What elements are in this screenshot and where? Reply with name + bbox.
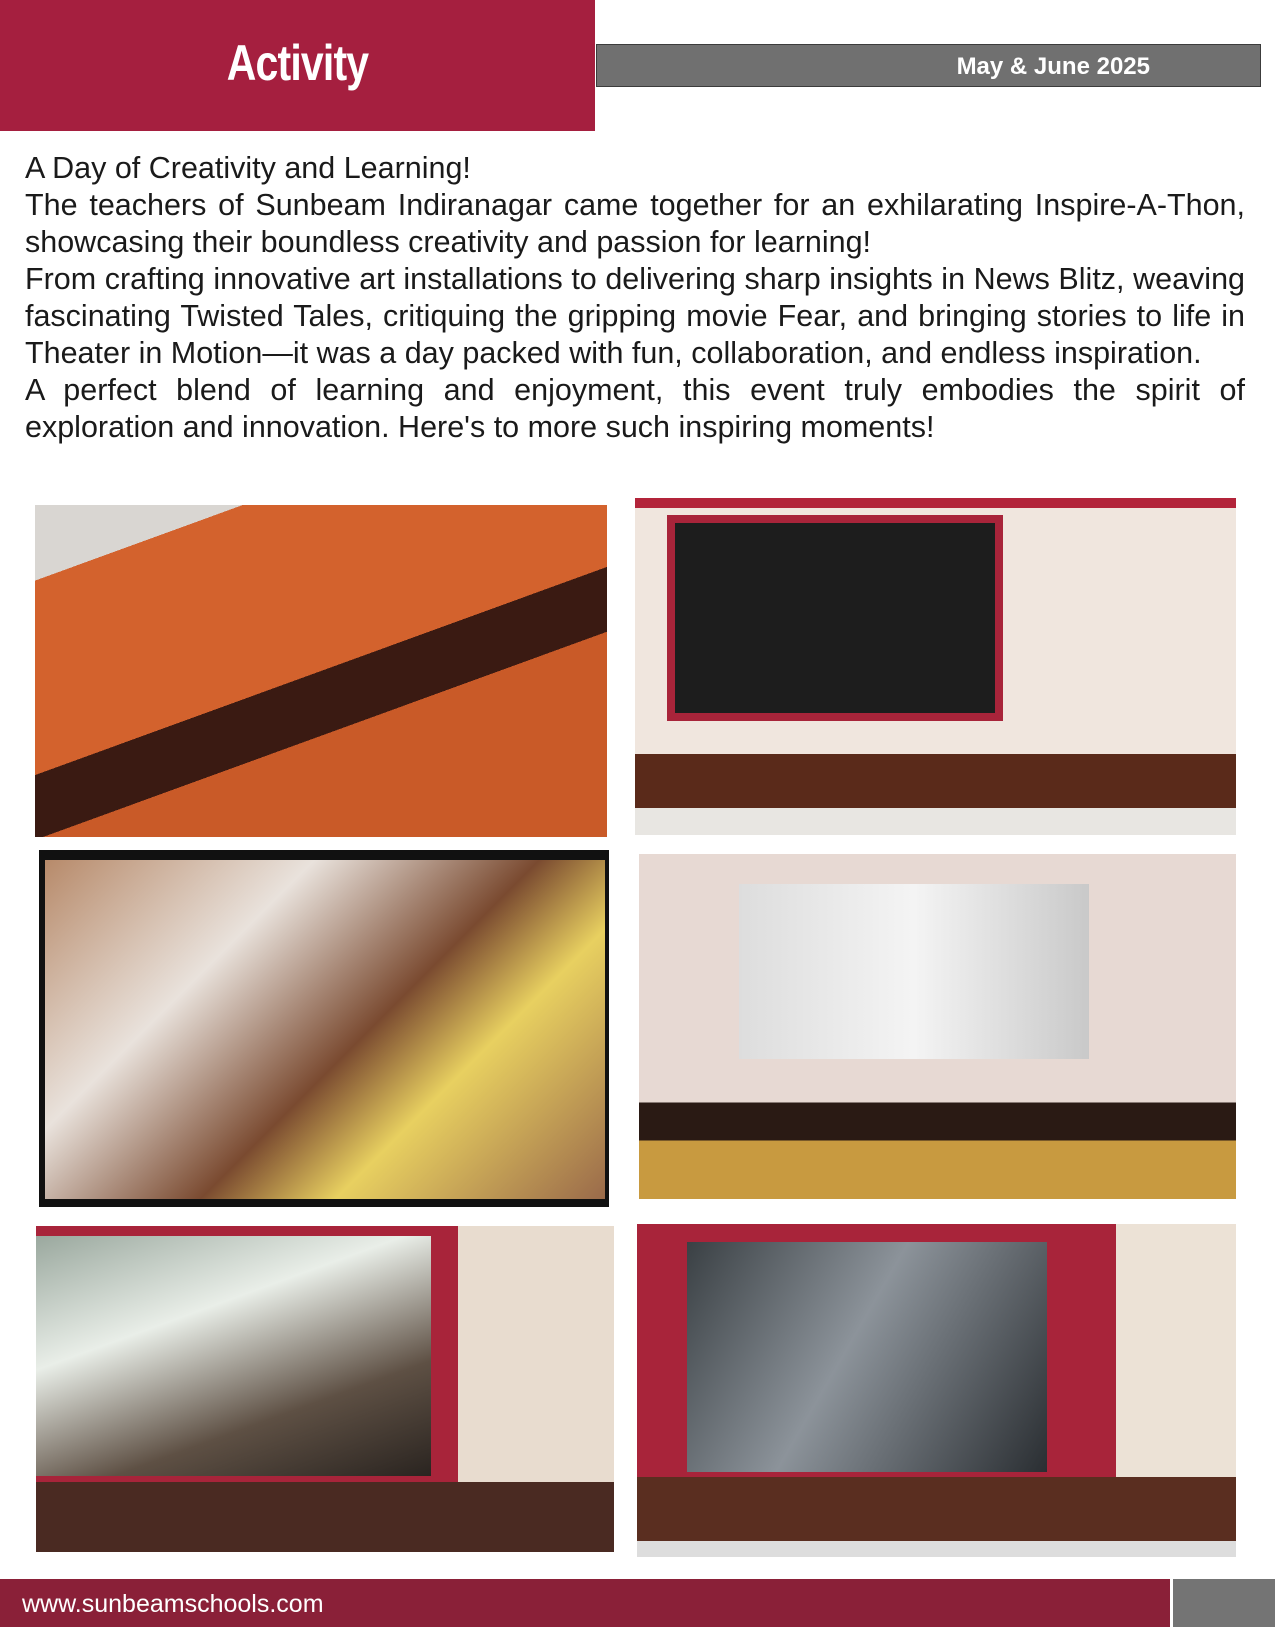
article-text (25, 150, 1245, 446)
issue-date: May & June 2025 (956, 53, 1150, 80)
date-bar (596, 44, 1261, 87)
photo-theater-in-motion (637, 1224, 1236, 1557)
article-paragraph: A perfect blend of learning and enjoyment, this event truly embodies the spirit of exploration and innovation. Here's to more such inspiring moments! (25, 373, 1245, 444)
photo-news-blitz (639, 854, 1236, 1199)
photo-mime-performance (635, 498, 1236, 835)
article-paragraph: From crafting innovative art installations to delivering sharp insights in News Blitz, weaving fascinating Twisted Tales, critiquing the gripping movie Fear, and bringing stories to life in Theater in Motion—it was a day packed with fun, collaboration, and endless inspiration. (25, 262, 1245, 370)
article-paragraph: The teachers of Sunbeam Indiranagar came together for an exhilarating Inspire-A-Thon, showcasing their boundless creativity and passion for learning! (25, 188, 1245, 259)
footer-bar (0, 1579, 1170, 1627)
website-link[interactable]: www.sunbeamschools.com (22, 1590, 324, 1618)
photo-art-installation (35, 505, 607, 837)
photo-twisted-tales (36, 1226, 614, 1552)
header-banner (0, 0, 595, 131)
section-title: Activity (226, 35, 369, 91)
photo-art-display (39, 850, 609, 1207)
footer-page-block (1173, 1579, 1275, 1627)
article-heading: A Day of Creativity and Learning! (25, 151, 471, 185)
